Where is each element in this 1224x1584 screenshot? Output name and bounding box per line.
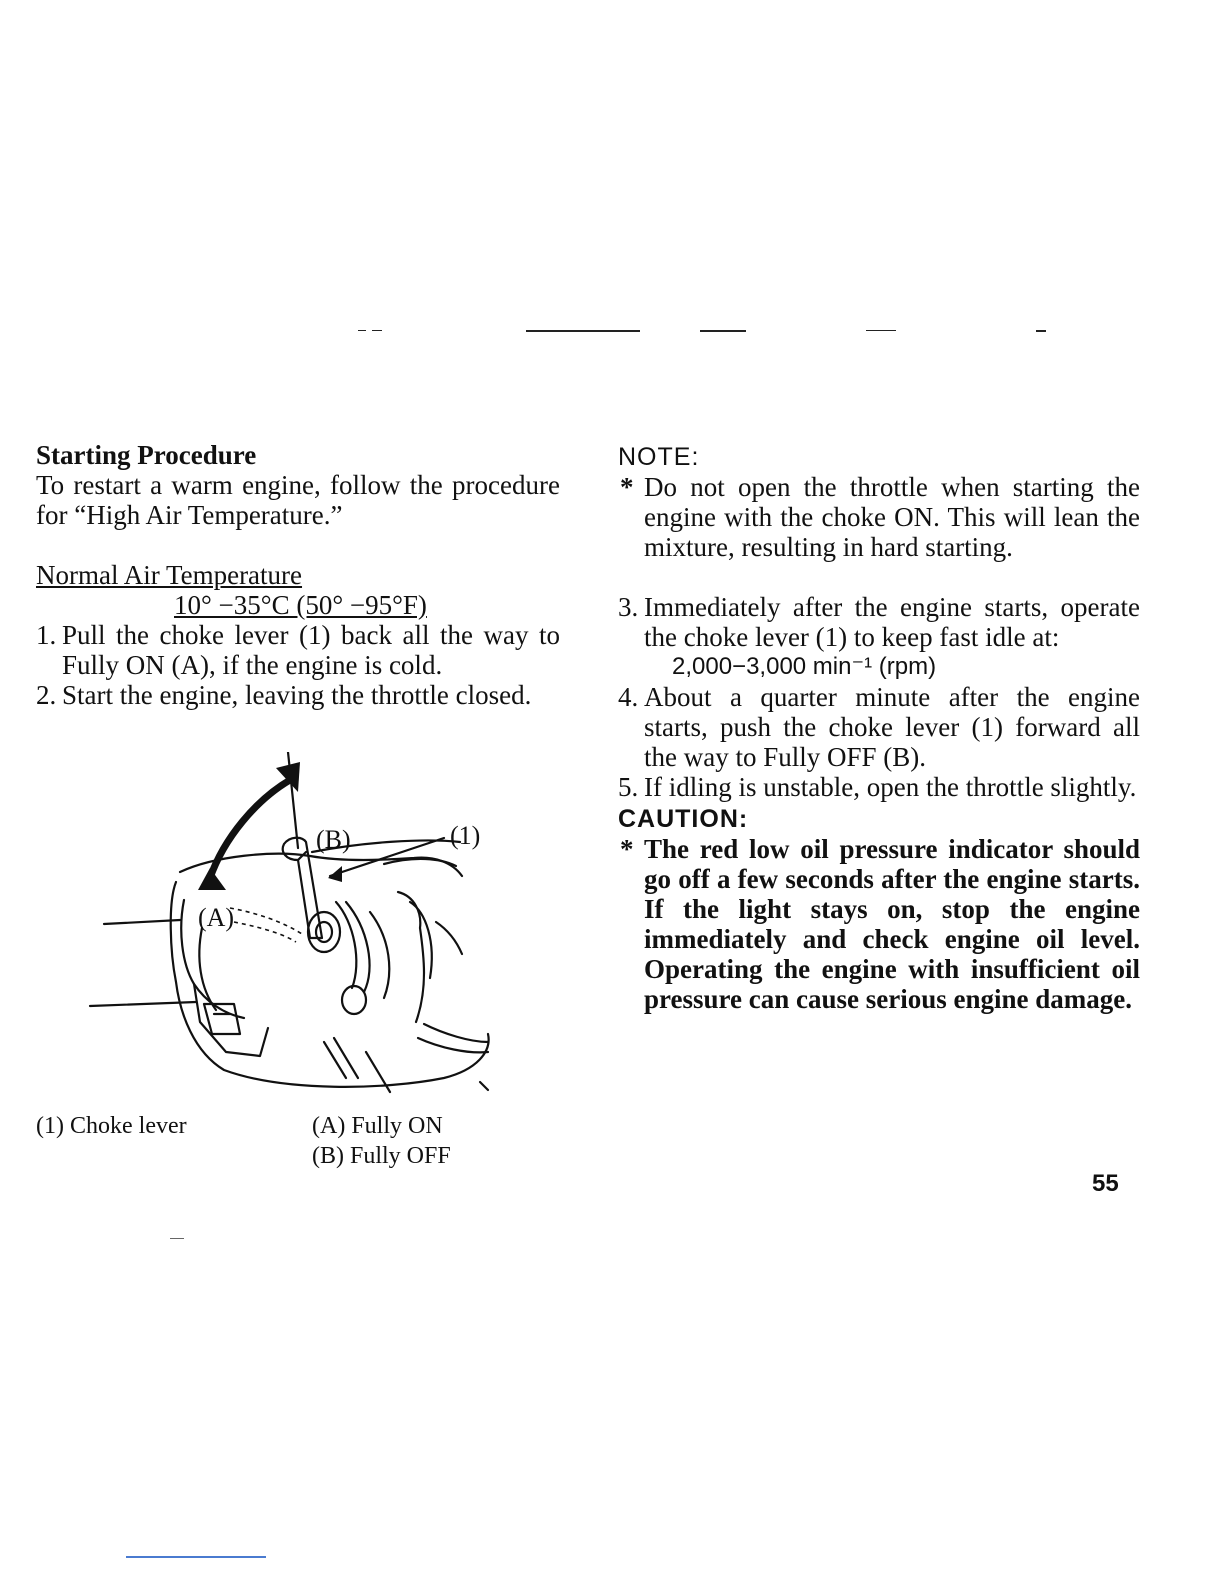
caution-bullet — [618, 834, 1140, 1014]
subheading-normal-air: Normal Air Temperature — [36, 560, 303, 590]
top-rule — [358, 330, 366, 331]
note-text: Do not open the throttle when starting the engine with the choke ON. This will lean the mixture, resulting in hard starting. — [644, 472, 1140, 562]
temperature-range: 10° −35°C (50° −95°F) — [174, 590, 427, 620]
step-4 — [618, 682, 1140, 772]
step-text: Start the engine, leaving the throttle closed. — [62, 680, 532, 710]
intro-paragraph: To restart a warm engine, follow the procedure for “High Air Temperature.” — [36, 470, 560, 530]
right-column — [618, 440, 1140, 1014]
step-number: 4. — [618, 682, 639, 712]
step-number: 3. — [618, 592, 639, 622]
step-5 — [618, 772, 1140, 802]
bullet-star: * — [620, 834, 634, 864]
step-number: 5. — [618, 772, 639, 802]
step-number: 1. — [36, 620, 57, 650]
figure-label-a: (A) — [198, 903, 235, 932]
note-label: NOTE: — [618, 443, 700, 471]
figure-label-b: (B) — [316, 825, 351, 854]
top-rule — [372, 330, 382, 331]
section-heading: Starting Procedure — [36, 440, 257, 470]
idle-rpm: 2,000−3,000 min⁻¹ (rpm) — [672, 653, 937, 680]
step-text: About a quarter minute after the engine starts, push the choke lever (1) forward all the way to Fully OFF (B). — [644, 682, 1140, 772]
top-rule — [866, 330, 896, 331]
choke-lever-illustration — [84, 752, 514, 1104]
step-1 — [36, 620, 560, 680]
step-text: Pull the choke lever (1) back all the way to Fully ON (A), if the engine is cold. — [62, 620, 560, 680]
top-rule — [526, 330, 640, 332]
figure-label-1: (1) — [450, 821, 481, 850]
caption-choke-lever: (1) Choke lever — [36, 1113, 187, 1139]
note-bullet — [618, 472, 1140, 562]
bullet-star: * — [620, 472, 634, 502]
bottom-mark — [170, 1238, 184, 1239]
caption-fully-off: (B) Fully OFF — [312, 1143, 451, 1169]
step-text: If idling is unstable, open the throttle slightly. — [644, 772, 1137, 802]
caution-label: CAUTION: — [618, 805, 749, 833]
left-column — [36, 440, 560, 710]
caption-fully-on: (A) Fully ON — [312, 1113, 443, 1139]
top-rule — [700, 330, 746, 332]
page-number: 55 — [1092, 1170, 1119, 1197]
step-number: 2. — [36, 680, 57, 710]
bottom-blue-rule — [126, 1556, 266, 1558]
step-3 — [618, 592, 1140, 652]
top-rule — [1036, 330, 1046, 332]
step-text: Immediately after the engine starts, operate the choke lever (1) to keep fast idle at: — [644, 592, 1140, 652]
caution-text: The red low oil pressure indicator should go off a few seconds after the engine starts. If the light stays on, stop the engine immediately and check engine oil level. Operating the engine with insufficient oil pressure can cause serious engine damage. — [644, 834, 1140, 1014]
step-2 — [36, 680, 560, 710]
